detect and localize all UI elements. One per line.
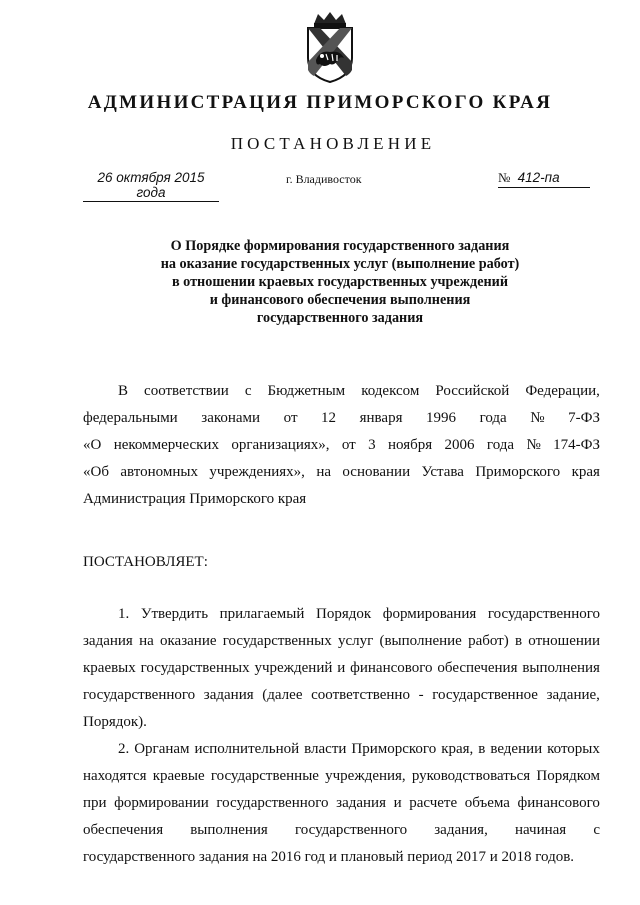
word: прилагаемый — [219, 606, 305, 622]
word: автономных — [120, 464, 198, 480]
word: ведении — [490, 741, 543, 757]
word: в — [514, 633, 523, 649]
resolution-item-1 — [83, 601, 600, 736]
word: выполнения — [190, 822, 268, 838]
word: власти — [304, 741, 347, 757]
text-line: Администрация Приморского края — [83, 491, 307, 507]
word: соответствии — [144, 383, 229, 399]
title-line: О Порядке формирования государственного задания — [170, 238, 510, 254]
word: государственного — [487, 606, 600, 622]
text-line — [83, 655, 600, 682]
word: от — [341, 437, 356, 453]
text-line — [83, 763, 600, 790]
coat-of-arms-emblem — [300, 10, 360, 86]
text-line — [83, 459, 600, 486]
word: законами — [201, 410, 261, 426]
word: объема — [464, 795, 510, 811]
word: с — [593, 822, 600, 838]
text-line — [83, 790, 600, 817]
word: учреждениях», — [209, 464, 305, 480]
text-line: Порядок). — [83, 714, 147, 730]
word: - — [418, 687, 424, 703]
word: В — [118, 383, 129, 399]
word: краевые — [152, 768, 205, 784]
word: кодексом — [361, 383, 420, 399]
word: на — [139, 633, 154, 649]
word: в — [478, 741, 486, 757]
word: финансового — [350, 660, 433, 676]
word: 12 — [321, 410, 337, 426]
text-line: государственного задания на 2016 год и плановый период 2017 и 2018 годов. — [83, 849, 575, 865]
word: задания — [336, 795, 386, 811]
text-line — [83, 817, 600, 844]
word: организациях», — [231, 437, 330, 453]
word: при — [83, 795, 107, 811]
word: января — [359, 410, 403, 426]
title-line: и финансового обеспечения выполнения — [209, 292, 471, 308]
text-line — [83, 628, 600, 655]
text-line — [83, 601, 600, 628]
word: государственного — [294, 822, 408, 838]
word: № — [526, 437, 541, 453]
word: работ) — [468, 633, 509, 649]
word: расчете — [409, 795, 458, 811]
word: Федерации, — [525, 383, 600, 399]
word: Утвердить — [140, 606, 209, 622]
word: исполнительной — [194, 741, 300, 757]
document-type: ПОСТАНОВЛЕНИЕ — [230, 134, 436, 153]
word: Приморского — [475, 464, 561, 480]
word: формировании — [114, 795, 209, 811]
text-line — [83, 682, 600, 709]
word: задания — [203, 687, 254, 703]
word: Органам — [134, 741, 190, 757]
word: «О — [83, 437, 102, 453]
word: формирования — [382, 606, 477, 622]
word: государственных — [222, 633, 332, 649]
word: краевых — [83, 660, 136, 676]
number-value: 412-па — [517, 170, 560, 185]
text-line — [83, 432, 600, 459]
document-title — [100, 237, 580, 327]
word: которых — [547, 741, 600, 757]
word: Устава — [421, 464, 464, 480]
word: обеспечения — [83, 822, 164, 838]
word: Бюджетным — [267, 383, 346, 399]
word: обеспечения — [437, 660, 518, 676]
word: некоммерческих — [113, 437, 219, 453]
resolution-item-2 — [83, 736, 600, 871]
word: (выполнение — [379, 633, 462, 649]
word: задание, — [546, 687, 600, 703]
organization-name: АДМИНИСТРАЦИЯ ПРИМОРСКОГО КРАЯ — [87, 92, 553, 113]
preamble-paragraph — [83, 378, 600, 513]
word: государственных — [140, 660, 250, 676]
word: соответственно — [311, 687, 410, 703]
word: ноября — [387, 437, 433, 453]
word: Российской — [435, 383, 510, 399]
title-line: на оказание государственных услуг (выполнение работ) — [160, 256, 520, 272]
text-line — [83, 378, 600, 405]
document-date: 26 октября 2015 года — [83, 170, 219, 202]
title-line: государственного задания — [256, 310, 424, 326]
word: выполнения — [522, 660, 600, 676]
decree-word: ПОСТАНОВЛЯЕТ: — [83, 554, 208, 570]
word: федеральными — [83, 410, 178, 426]
word: и — [337, 660, 346, 676]
word: Порядком — [536, 768, 600, 784]
word: 1. — [118, 606, 130, 622]
word: от — [283, 410, 298, 426]
word: основании — [342, 464, 411, 480]
word: учреждений — [254, 660, 333, 676]
word: 2006 — [444, 437, 475, 453]
word: отношении — [528, 633, 600, 649]
document-number — [498, 170, 590, 188]
word: услуг — [337, 633, 374, 649]
word: задания — [83, 633, 133, 649]
word: Приморского — [351, 741, 437, 757]
word: края, — [441, 741, 474, 757]
title-line: в отношении краевых государственных учреждений — [171, 274, 509, 290]
word: государственного — [83, 687, 196, 703]
number-sign: № — [498, 170, 511, 185]
word: государственного — [216, 795, 329, 811]
word: (далее — [262, 687, 303, 703]
word: № — [530, 410, 545, 426]
word: года — [486, 437, 515, 453]
word: 1996 — [426, 410, 457, 426]
word: учреждения, — [325, 768, 406, 784]
word: государственное — [432, 687, 538, 703]
word: финансового — [517, 795, 600, 811]
word: руководствоваться — [411, 768, 531, 784]
word: и — [393, 795, 402, 811]
word: задания, — [434, 822, 488, 838]
text-line — [83, 736, 600, 763]
word: государственные — [210, 768, 319, 784]
word: находятся — [83, 768, 147, 784]
word: оказание — [159, 633, 217, 649]
word: Порядок — [315, 606, 372, 622]
word: 7-ФЗ — [568, 410, 600, 426]
word: 3 — [368, 437, 376, 453]
word: года — [479, 410, 507, 426]
word: 2. — [118, 741, 130, 757]
word: края — [571, 464, 600, 480]
word: начиная — [514, 822, 567, 838]
word: «Об — [83, 464, 109, 480]
word: с — [244, 383, 252, 399]
word: на — [316, 464, 332, 480]
document-city: г. Владивосток — [286, 172, 362, 186]
text-line — [83, 405, 600, 432]
word: 174-ФЗ — [553, 437, 600, 453]
